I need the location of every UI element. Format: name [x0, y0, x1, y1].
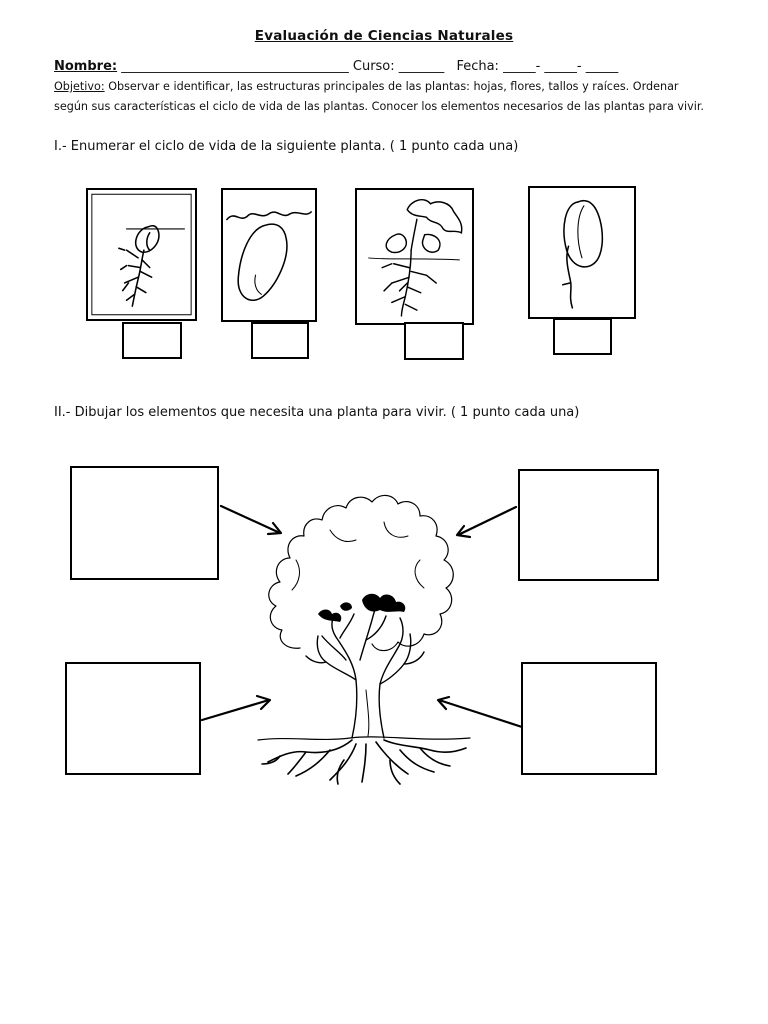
- fecha-label: Fecha:: [456, 59, 499, 74]
- page-title: Evaluación de Ciencias Naturales: [254, 28, 514, 44]
- objetivo-label: Objetivo:: [54, 80, 105, 93]
- question-1-prompt: I.- Enumerar el ciclo de vida de la siguiente planta. ( 1 punto cada una): [54, 139, 519, 154]
- curso-label: Curso:: [352, 59, 395, 74]
- objetivo-text: Observar e identificar, las estructuras principales de las plantas: hojas, flores, tallos y raíces. Ordenar según sus características el ciclo de vida de las plantas. Conocer los elementos necesarios de las plantas para vivir.: [54, 80, 704, 113]
- question-2-prompt: II.- Dibujar los elementos que necesita una planta para vivir. ( 1 punto cada una): [54, 405, 580, 420]
- curso-blank[interactable]: _______: [398, 59, 445, 74]
- nombre-blank[interactable]: ___________________________________: [121, 59, 349, 74]
- fecha-blank[interactable]: _____- _____- _____: [503, 59, 619, 74]
- nombre-label: Nombre:: [54, 59, 118, 74]
